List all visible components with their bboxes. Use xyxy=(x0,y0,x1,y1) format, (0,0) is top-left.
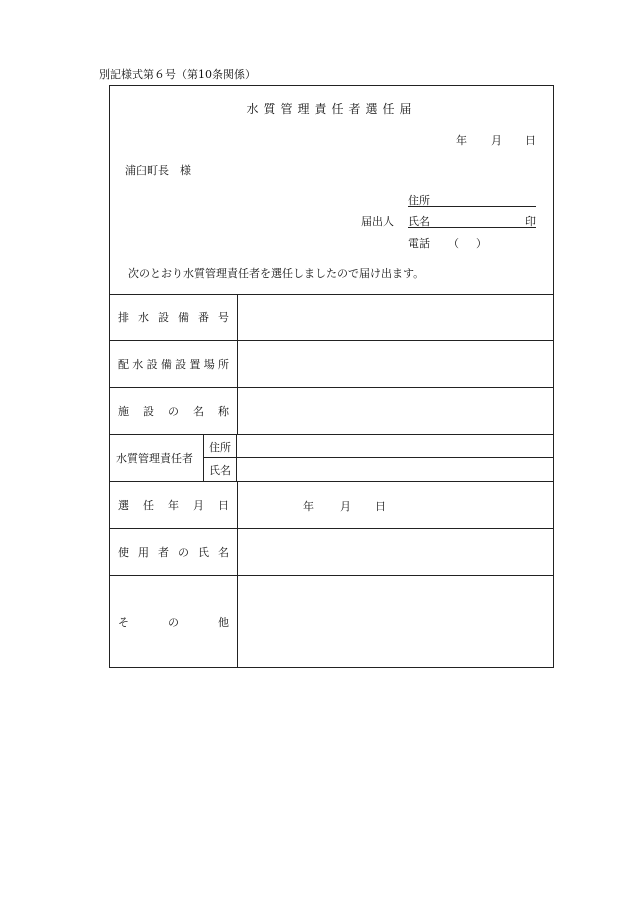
label-user-name-text xyxy=(110,544,237,560)
label-manager-address xyxy=(203,435,237,458)
label-char: 月 xyxy=(193,499,204,512)
label-drain-number xyxy=(110,294,238,340)
label-char: 置 xyxy=(189,358,201,371)
header-date-day: 日 xyxy=(525,134,536,147)
notification-form xyxy=(109,85,554,668)
label-char: 施 xyxy=(118,405,129,418)
row-drain-number xyxy=(110,294,553,341)
value-facility-name[interactable] xyxy=(238,388,553,434)
phone-paren-open: （ xyxy=(448,237,459,250)
label-char: の xyxy=(168,615,179,629)
label-char: 称 xyxy=(218,405,229,418)
label-appoint-date xyxy=(110,482,238,528)
label-char: 設 xyxy=(146,358,158,371)
value-drain-location[interactable] xyxy=(238,341,553,387)
label-char: 備 xyxy=(160,358,172,371)
label-char: 所 xyxy=(217,358,229,371)
label-char: 場 xyxy=(203,358,215,371)
label-facility-name xyxy=(110,388,238,434)
label-char: 用 xyxy=(138,546,149,559)
label-char: 水 xyxy=(138,311,149,324)
applicant-label: 届出人 xyxy=(361,215,394,228)
label-manager-address-text: 住所 xyxy=(209,440,231,454)
label-char: 他 xyxy=(218,615,229,629)
label-drain-location-text xyxy=(110,356,237,372)
label-char: 設 xyxy=(143,405,154,418)
label-char: 排 xyxy=(118,311,129,324)
label-char: 日 xyxy=(218,499,229,512)
value-drain-number[interactable] xyxy=(238,294,553,340)
address-label: 住所 xyxy=(408,194,430,207)
addressee: 浦臼町長 様 xyxy=(125,164,191,177)
notice-text: 次のとおり水質管理責任者を選任しましたので届け出ます。 xyxy=(128,267,425,280)
label-manager xyxy=(110,435,203,481)
value-manager-address[interactable] xyxy=(238,435,553,457)
label-char: 使 xyxy=(118,546,129,559)
label-char: 配 xyxy=(118,358,129,371)
label-facility-name-text xyxy=(110,403,237,419)
label-char: 者 xyxy=(158,546,169,559)
row-appoint-date xyxy=(110,482,553,529)
value-user-name[interactable] xyxy=(238,529,553,575)
label-char: 備 xyxy=(178,311,189,324)
name-label: 氏名 xyxy=(408,215,430,228)
row-user-name xyxy=(110,529,553,576)
appoint-month: 月 xyxy=(340,500,351,513)
label-char: の xyxy=(178,546,189,559)
label-char: そ xyxy=(118,615,129,629)
label-drain-location xyxy=(110,341,238,387)
phone-label: 電話 xyxy=(408,237,430,250)
label-char: 任 xyxy=(143,499,154,512)
phone-paren-close: ） xyxy=(476,237,487,250)
row-facility-name xyxy=(110,388,553,435)
label-char: 名 xyxy=(218,546,229,559)
row-other xyxy=(110,576,553,667)
label-other xyxy=(110,576,238,667)
label-char: 号 xyxy=(218,311,229,324)
label-manager-text: 水質管理責任者 xyxy=(116,452,193,465)
label-other-text xyxy=(110,614,237,630)
label-char: 名 xyxy=(193,405,204,418)
label-char: 選 xyxy=(118,499,129,512)
label-char: 設 xyxy=(158,311,169,324)
label-drain-number-text xyxy=(110,309,237,325)
label-user-name xyxy=(110,529,238,575)
appoint-day: 日 xyxy=(375,500,386,513)
label-appoint-date-text xyxy=(110,497,237,513)
form-title: 水質管理責任者選任届 xyxy=(246,102,417,116)
label-manager-name-text: 氏名 xyxy=(209,463,231,477)
value-appoint-date[interactable] xyxy=(238,482,553,528)
row-manager xyxy=(110,435,553,482)
label-char: 年 xyxy=(168,499,179,512)
label-char: 氏 xyxy=(198,546,209,559)
header-date-year: 年 xyxy=(456,134,467,147)
label-char: 設 xyxy=(175,358,187,371)
label-char: の xyxy=(168,405,179,418)
label-char: 水 xyxy=(132,358,144,371)
header-date-month: 月 xyxy=(491,134,502,147)
form-header xyxy=(110,86,553,295)
value-manager-name[interactable] xyxy=(238,458,553,481)
label-char: 番 xyxy=(198,311,209,324)
seal-mark: 印 xyxy=(525,215,536,228)
name-field[interactable] xyxy=(408,213,536,228)
appoint-year: 年 xyxy=(303,500,314,513)
label-manager-name xyxy=(203,458,237,481)
row-drain-location xyxy=(110,341,553,388)
value-other[interactable] xyxy=(238,576,553,667)
address-field[interactable] xyxy=(408,192,536,207)
form-caption: 別記様式第６号（第10条関係） xyxy=(99,68,256,81)
